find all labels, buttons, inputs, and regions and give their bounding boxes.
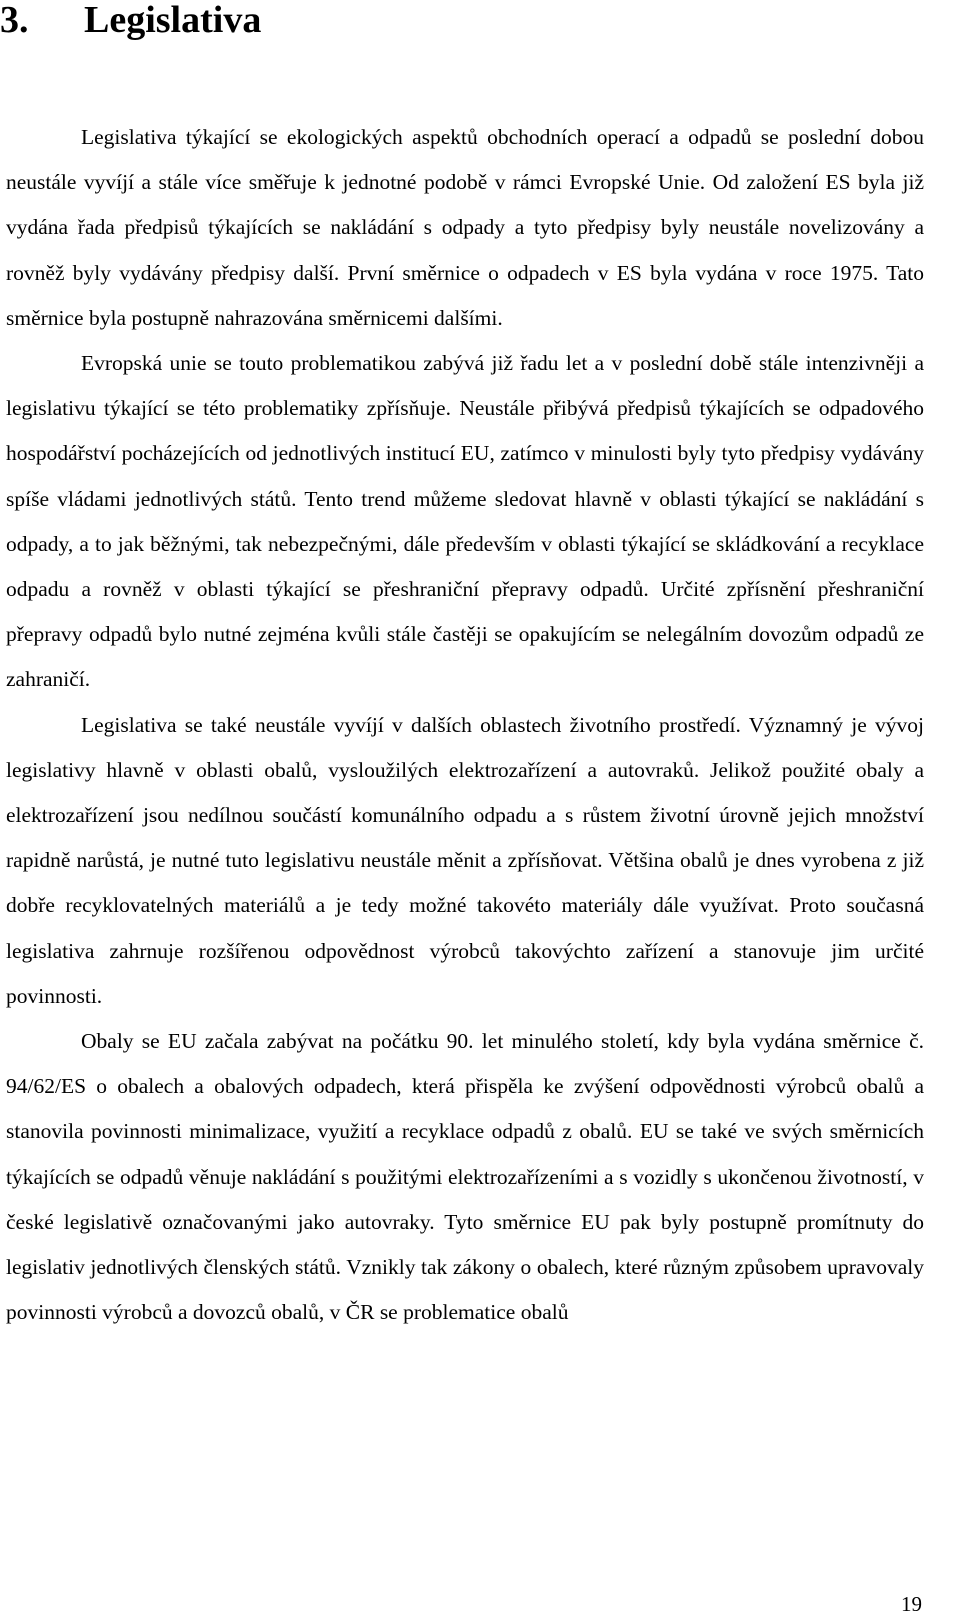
body-text [6,115,924,1335]
section-heading [0,0,261,46]
paragraph: Legislativa týkající se ekologických aspektů obchodních operací a odpadů se poslední dobou neustále vyvíjí a stále více směřuje k jednotné podobě v rámci Evropské Unie. Od založení ES byla již vydána řada předpisů týkajících se nakládání s odpady a tyto předpisy byly neustále novelizovány a rovněž byly vydávány předpisy další. První směrnice o odpadech v ES byla vydána v roce 1975. Tato směrnice byla postupně nahrazována směrnicemi dalšími. [6,125,924,330]
paragraph: Evropská unie se touto problematikou zabývá již řadu let a v poslední době stále intenzivněji a legislativu týkající se této problematiky zpřísňuje. Neustále přibývá předpisů týkajících se odpadového hospodářství pocházejících od jednotlivých institucí EU, zatímco v minulosti byly tyto předpisy vydávány spíše vládami jednotlivých států. Tento trend můžeme sledovat hlavně v oblasti týkající se nakládání s odpady, a to jak běžnými, tak nebezpečnými, dále především v oblasti týkající se skládkování a recyklace odpadu a rovněž v oblasti týkající se přeshraniční přepravy odpadů. Určité zpřísnění přeshraniční přepravy odpadů bylo nutné zejména kvůli stále častěji se opakujícím se nelegálním dovozům odpadů ze zahraničí. [6,351,924,692]
paragraph: Legislativa se také neustále vyvíjí v dalších oblastech životního prostředí. Významný je vývoj legislativy hlavně v oblasti obalů, vysloužilých elektrozařízení a autovraků. Jelikož použité obaly a elektrozařízení jsou nedílnou součástí komunálního odpadu a s růstem životní úrovně jejich množství rapidně narůstá, je nutné tuto legislativu neustále měnit a zpřísňovat. Většina obalů je dnes vyrobena z již dobře recyklovatelných materiálů a je tedy možné takovéto materiály dále využívat. Proto současná legislativa zahrnuje rozšířenou odpovědnost výrobců takovýchto zařízení a stanovuje jim určité povinnosti. [6,712,924,1008]
section-number: 3. [0,0,29,41]
paragraph: Obaly se EU začala zabývat na počátku 90. let minulého století, kdy byla vydána směrnice č. 94/62/ES o obalech a obalových odpadech, která přispěla ke zvýšení odpovědnosti výrobců obalů a stanovila povinnosti minimalizace, využití a recyklace odpadů z obalů. EU se také ve svých směrnicích týkajících se odpadů věnuje nakládání s použitými elektrozařízeními a s vozidly s ukončenou životností, v české legislativě označovanými jako autovraky. Tyto směrnice EU pak byly postupně promítnuty do legislativ jednotlivých členských států. Vznikly tak zákony o obalech, které různým způsobem upravovaly povinnosti výrobců a dovozců obalů, v ČR se problematice obalů [6,1029,924,1325]
section-title: Legislativa [84,0,262,41]
page-number: 19 [901,1592,922,1616]
